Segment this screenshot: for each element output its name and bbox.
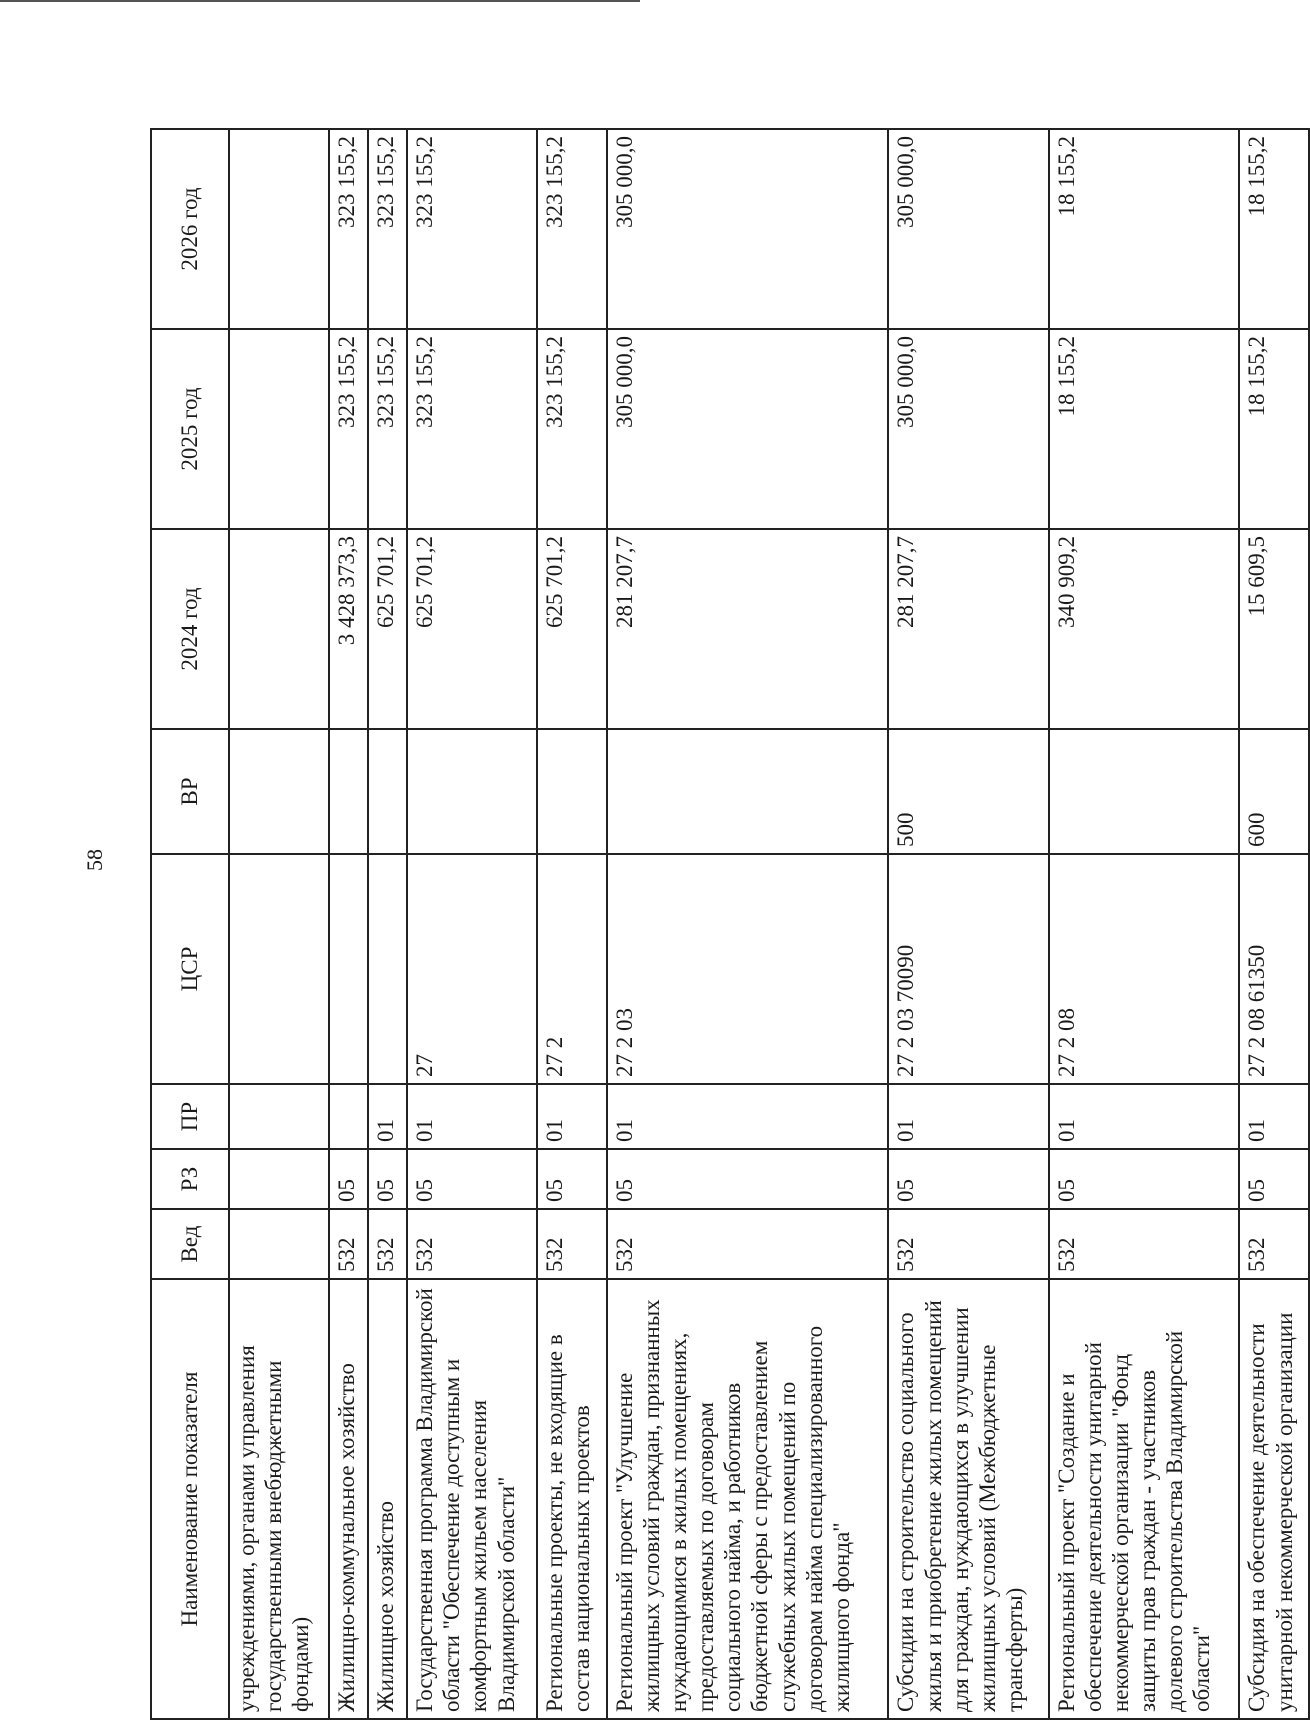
header-2026: 2026 год <box>151 129 229 329</box>
cell-rz: 05 <box>368 1149 407 1209</box>
cell-vr <box>607 729 889 854</box>
cell-name: Жилищно-коммунальное хозяйство <box>329 1279 368 1719</box>
top-rule <box>0 0 640 2</box>
page-number: 58 <box>82 849 107 871</box>
header-rz: РЗ <box>151 1149 229 1209</box>
cell-ved: 532 <box>1049 1209 1240 1279</box>
header-vr: ВР <box>151 729 229 854</box>
cell-2024: 340 909,2 <box>1049 529 1240 729</box>
cell-2026: 323 155,2 <box>537 129 607 329</box>
cell-rz: 05 <box>1239 1149 1309 1209</box>
header-2025: 2025 год <box>151 329 229 529</box>
cell-2026: 18 155,2 <box>1239 129 1309 329</box>
cell-pr: 01 <box>1049 1084 1240 1149</box>
cell-rz: 05 <box>607 1149 889 1209</box>
cell-rz: 05 <box>1049 1149 1240 1209</box>
cell-vr <box>537 729 607 854</box>
cell-2024: 3 428 373,3 <box>329 529 368 729</box>
table-header-row <box>151 129 229 1719</box>
cell-2026 <box>229 129 329 329</box>
cell-vr: 600 <box>1239 729 1309 854</box>
cell-2024: 625 701,2 <box>537 529 607 729</box>
cell-2024: 281 207,7 <box>607 529 889 729</box>
cell-2025: 18 155,2 <box>1239 329 1309 529</box>
cell-vr <box>368 729 407 854</box>
table-row <box>407 129 537 1719</box>
cell-2025: 18 155,2 <box>1049 329 1240 529</box>
cell-pr: 01 <box>1239 1084 1309 1149</box>
cell-pr: 01 <box>368 1084 407 1149</box>
cell-ved: 532 <box>888 1209 1048 1279</box>
cell-ved: 532 <box>368 1209 407 1279</box>
cell-name: Субсидии на строительство социального жилья и приобретение жилых помещений для граждан, нуждающихся в улучшении жилищных условий (Межбюджетные трансферты) <box>888 1279 1048 1719</box>
cell-vr <box>1049 729 1240 854</box>
cell-2025: 323 155,2 <box>407 329 537 529</box>
cell-ved: 532 <box>329 1209 368 1279</box>
cell-rz: 05 <box>537 1149 607 1209</box>
cell-2025 <box>229 329 329 529</box>
cell-csr: 27 2 03 <box>607 854 889 1084</box>
cell-2025: 323 155,2 <box>329 329 368 529</box>
cell-2026: 323 155,2 <box>407 129 537 329</box>
cell-pr: 01 <box>888 1084 1048 1149</box>
cell-2026: 323 155,2 <box>329 129 368 329</box>
cell-pr: 01 <box>537 1084 607 1149</box>
cell-vr <box>329 729 368 854</box>
cell-2025: 305 000,0 <box>888 329 1048 529</box>
cell-csr: 27 2 08 61350 <box>1239 854 1309 1084</box>
cell-2024: 15 609,5 <box>1239 529 1309 729</box>
cell-2024: 625 701,2 <box>407 529 537 729</box>
cell-pr <box>329 1084 368 1149</box>
cell-name: Региональные проекты, не входящие в состав национальных проектов <box>537 1279 607 1719</box>
cell-csr: 27 2 03 70090 <box>888 854 1048 1084</box>
cell-csr <box>368 854 407 1084</box>
table-row <box>368 129 407 1719</box>
budget-table <box>150 128 1310 1720</box>
cell-pr: 01 <box>607 1084 889 1149</box>
table-container <box>150 130 1310 1720</box>
cell-csr <box>229 854 329 1084</box>
cell-csr: 27 <box>407 854 537 1084</box>
cell-vr <box>229 729 329 854</box>
cell-rz: 05 <box>407 1149 537 1209</box>
cell-2024 <box>229 529 329 729</box>
cell-name: Жилищное хозяйство <box>368 1279 407 1719</box>
cell-2025: 305 000,0 <box>607 329 889 529</box>
cell-ved: 532 <box>407 1209 537 1279</box>
cell-name: учреждениями, органами управления государственными внебюджетными фондами) <box>229 1279 329 1719</box>
table-body <box>229 129 1309 1719</box>
cell-rz <box>229 1149 329 1209</box>
cell-2025: 323 155,2 <box>537 329 607 529</box>
header-name: Наименование показателя <box>151 1279 229 1719</box>
cell-pr: 01 <box>407 1084 537 1149</box>
header-2024: 2024 год <box>151 529 229 729</box>
table-row <box>537 129 607 1719</box>
table-row <box>229 129 329 1719</box>
header-csr: ЦСР <box>151 854 229 1084</box>
table-row <box>607 129 889 1719</box>
cell-vr: 500 <box>888 729 1048 854</box>
cell-name: Региональный проект "Улучшение жилищных условий граждан, признанных нуждающимися в жилых помещениях, предоставляемых по договорам социального найма, и работников бюджетной сферы с предоставлением служебных жилых помещений по договорам найма специализированного жилищного фонда" <box>607 1279 889 1719</box>
cell-2024: 281 207,7 <box>888 529 1048 729</box>
table-row <box>329 129 368 1719</box>
cell-ved: 532 <box>537 1209 607 1279</box>
header-pr: ПР <box>151 1084 229 1149</box>
cell-vr <box>407 729 537 854</box>
cell-ved: 532 <box>1239 1209 1309 1279</box>
cell-2026: 18 155,2 <box>1049 129 1240 329</box>
cell-rz: 05 <box>888 1149 1048 1209</box>
cell-ved: 532 <box>607 1209 889 1279</box>
cell-name: Региональный проект "Создание и обеспечение деятельности унитарной некоммерческой организации "Фонд защиты прав граждан - участников долевого строительства Владимирской области" <box>1049 1279 1240 1719</box>
cell-2026: 323 155,2 <box>368 129 407 329</box>
cell-rz: 05 <box>329 1149 368 1209</box>
cell-name: Государственная программа Владимирской области "Обеспечение доступным и комфортным жильем населения Владимирской области" <box>407 1279 537 1719</box>
cell-2026: 305 000,0 <box>607 129 889 329</box>
cell-csr: 27 2 08 <box>1049 854 1240 1084</box>
cell-2026: 305 000,0 <box>888 129 1048 329</box>
table-row <box>1239 129 1309 1719</box>
cell-ved <box>229 1209 329 1279</box>
header-ved: Вед <box>151 1209 229 1279</box>
table-row <box>888 129 1048 1719</box>
cell-pr <box>229 1084 329 1149</box>
cell-2025: 323 155,2 <box>368 329 407 529</box>
cell-csr: 27 2 <box>537 854 607 1084</box>
cell-2024: 625 701,2 <box>368 529 407 729</box>
cell-name: Субсидия на обеспечение деятельности унитарной некоммерческой организации <box>1239 1279 1309 1719</box>
table-row <box>1049 129 1240 1719</box>
cell-csr <box>329 854 368 1084</box>
